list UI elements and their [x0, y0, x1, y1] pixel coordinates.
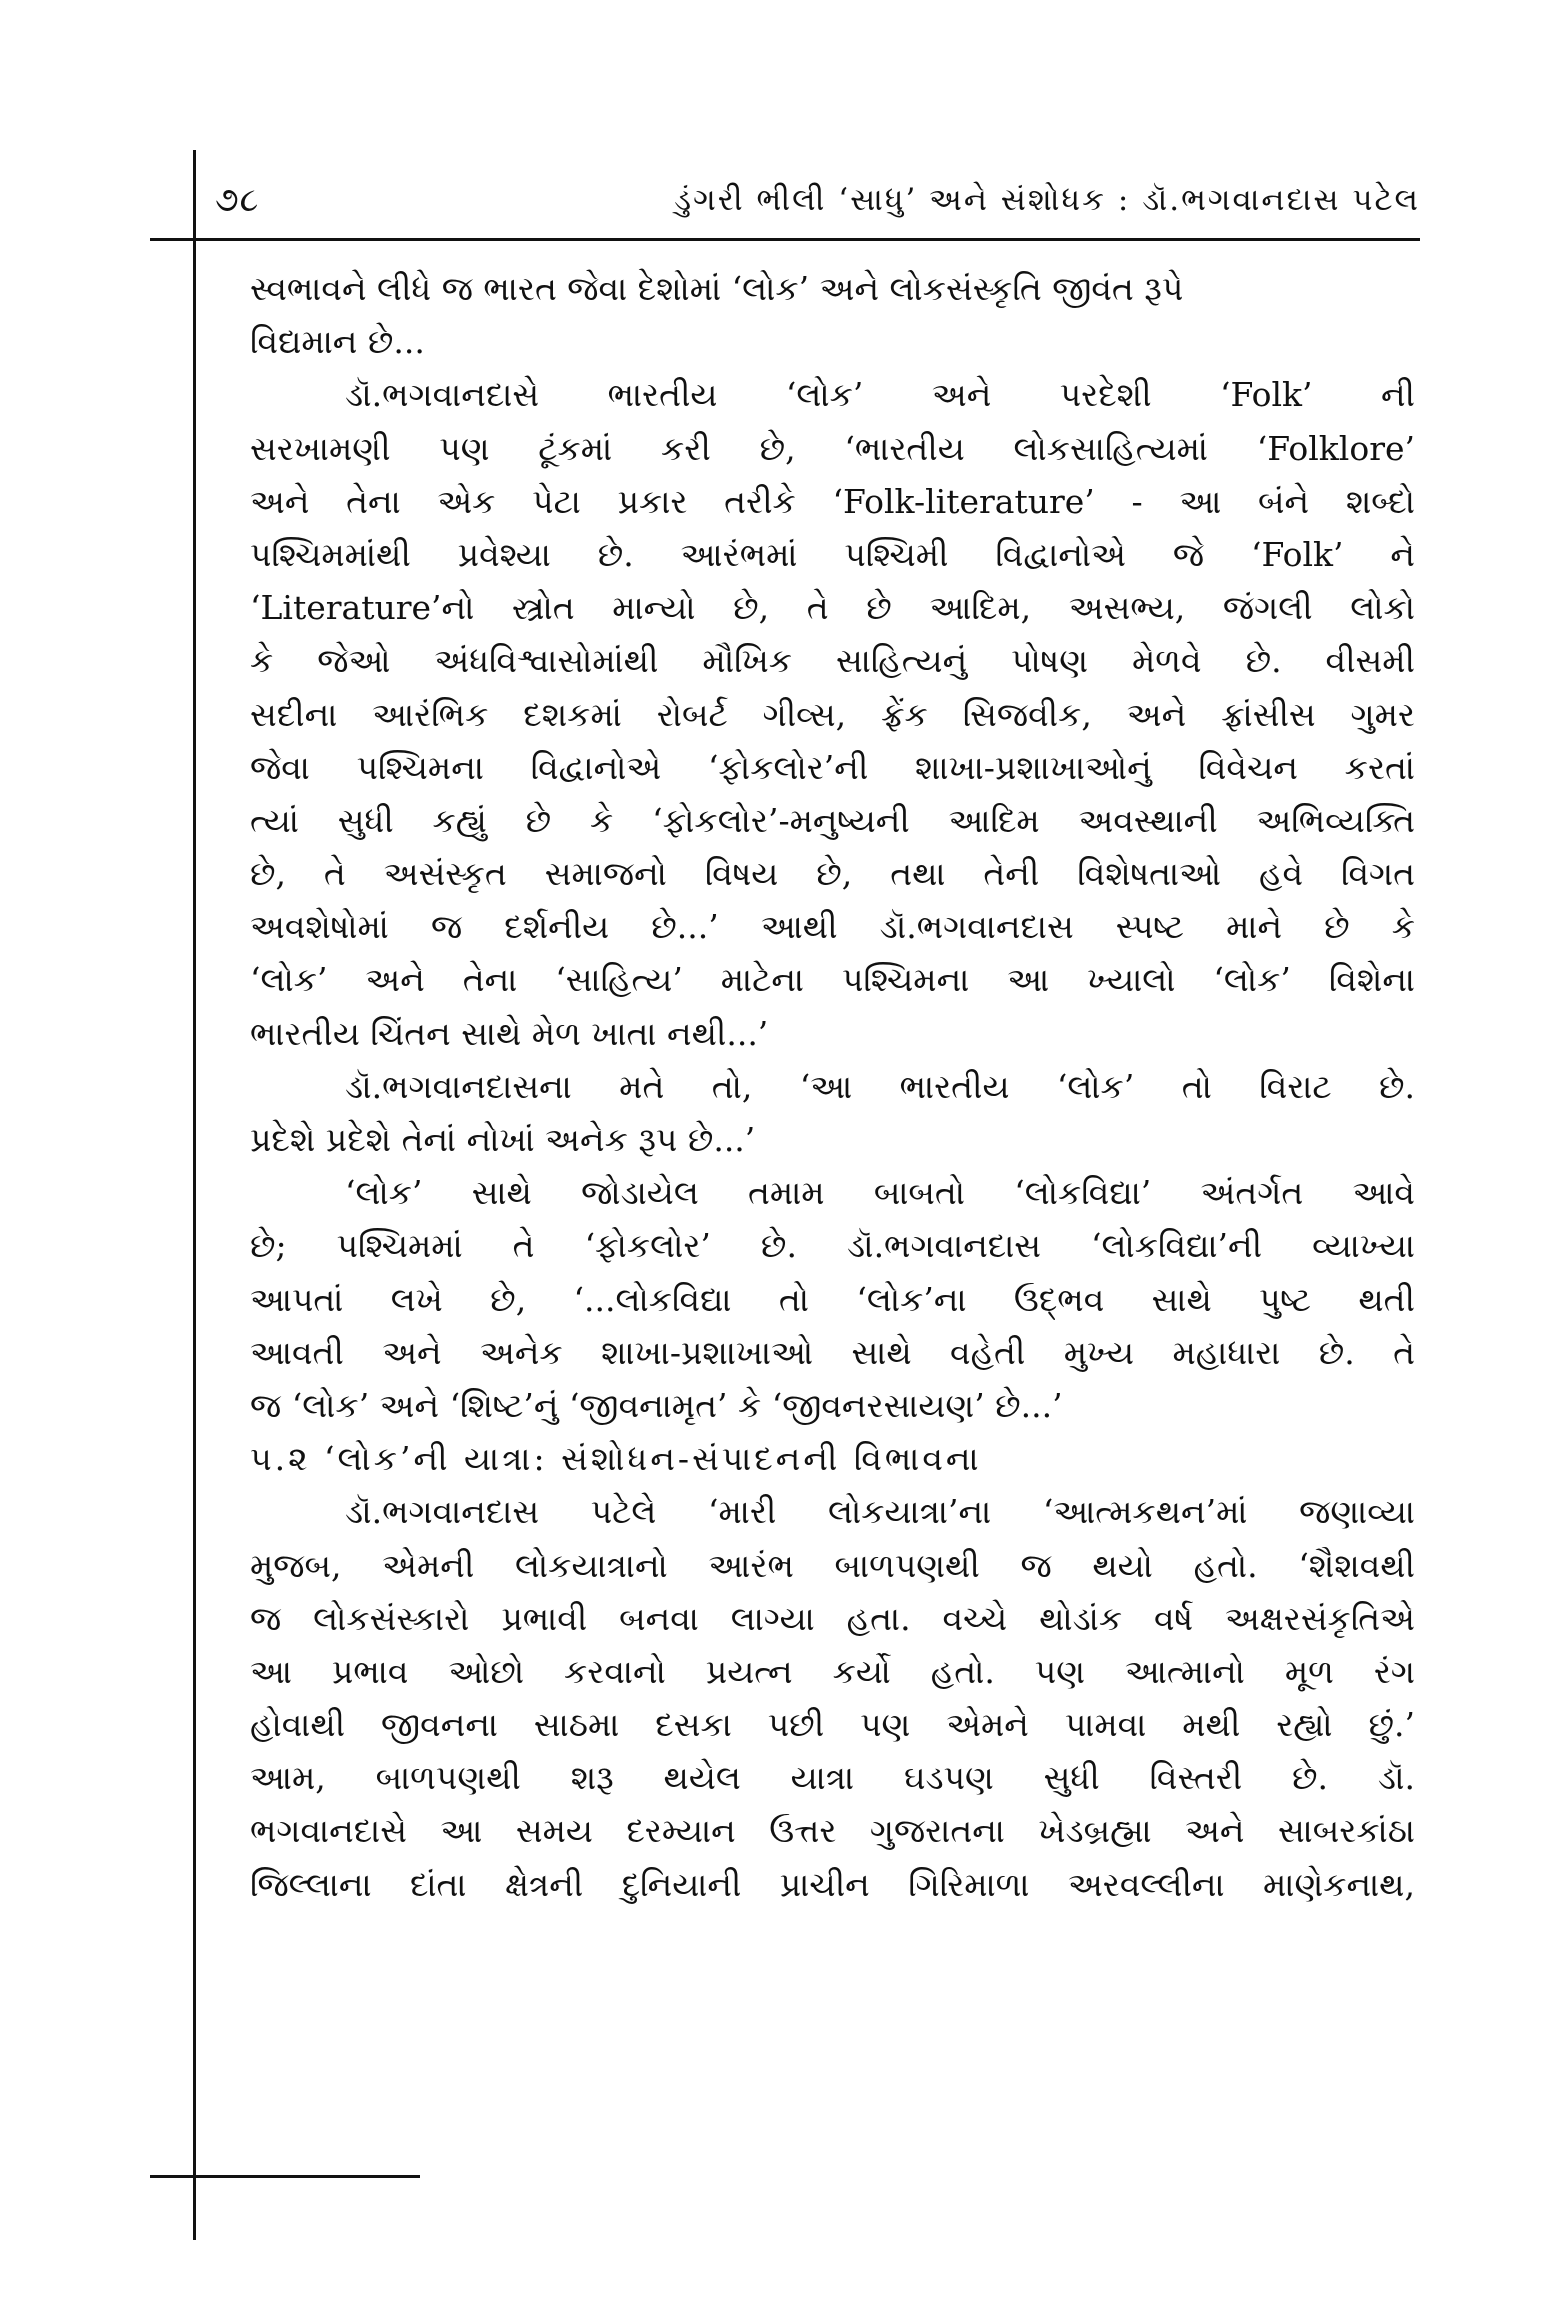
- text-line: પશ્ચિમમાંથી પ્રવેશ્યા છે. આરંભમાં પશ્ચિમી વિદ્વાનોએ જે ‘Folk’ ને: [250, 534, 1415, 574]
- footer-rule: [150, 2175, 420, 2178]
- text-line: ડૉ.ભગવાનદાસે ભારતીય ‘લોક’ અને પરદેશી ‘Folk’ ની: [345, 375, 1415, 415]
- text-line: ‘લોક’ અને તેના ‘સાહિત્ય’ માટેના પશ્ચિમના આ ખ્યાલો ‘લોક’ વિશેના: [250, 960, 1415, 1000]
- text-line: જ ‘લોક’ અને ‘શિષ્ટ’નું ‘જીવનામૃત’ કે ‘જીવનરસાયણ’ છે...’: [250, 1385, 1063, 1425]
- text-line: સદીના આરંભિક દશકમાં રોબર્ટ ગીવ્સ, ફ્રેંક સિજવીક, અને ફ્રાંસીસ ગુમર: [250, 694, 1415, 734]
- text-line: સરખામણી પણ ટૂંકમાં કરી છે, ‘ભારતીય લોકસાહિત્યમાં ‘Folklore’: [250, 428, 1415, 468]
- page-header: [215, 170, 1420, 230]
- text-line: ત્યાં સુધી કહ્યું છે કે ‘ફોકલોર’-મનુષ્યની આદિમ અવસ્થાની અભિવ્યક્તિ: [250, 800, 1415, 840]
- text-line: ડૉ.ભગવાનદાસ પટેલે ‘મારી લોકયાત્રા’ના ‘આત્મકથન’માં જણાવ્યા: [345, 1492, 1415, 1532]
- text-line: જ લોકસંસ્કારો પ્રભાવી બનવા લાગ્યા હતા. વચ્ચે થોડાંક વર્ષ અક્ષરસંકૃતિએ: [250, 1598, 1415, 1638]
- text-line: આવતી અને અનેક શાખા-પ્રશાખાઓ સાથે વહેતી મુખ્ય મહાધારા છે. તે: [250, 1332, 1415, 1372]
- text-line: છે; પશ્ચિમમાં તે ‘ફોકલોર’ છે. ડૉ.ભગવાનદાસ ‘લોકવિદ્યા’ની વ્યાખ્યા: [250, 1226, 1415, 1266]
- text-line: જેવા પશ્ચિમના વિદ્વાનોએ ‘ફોકલોર’ની શાખા-પ્રશાખાઓનું વિવેચન કરતાં: [250, 747, 1415, 787]
- text-line: અવશેષોમાં જ દર્શનીય છે...’ આથી ડૉ.ભગવાનદાસ સ્પષ્ટ માને છે કે: [250, 907, 1415, 947]
- running-title: ડુંગરી ભીલી ‘સાધુ’ અને સંશોધક : ડૉ.ભગવાનદાસ પટેલ: [674, 181, 1420, 218]
- body-text: [250, 262, 1415, 1911]
- section-heading: ૫.૨ ‘લોક’ની યાત્રા: સંશોધન-સંપાદનની વિભાવના: [250, 1439, 982, 1479]
- text-line: છે, તે અસંસ્કૃત સમાજનો વિષય છે, તથા તેની વિશેષતાઓ હવે વિગત: [250, 854, 1415, 894]
- page-number: ૭૮: [215, 180, 260, 220]
- text-line: જિલ્લાના દાંતા ક્ષેત્રની દુનિયાની પ્રાચીન ગિરિમાળા અરવલ્લીના માણેકનાથ,: [250, 1864, 1415, 1904]
- text-line: આપતાં લખે છે, ‘...લોકવિદ્યા તો ‘લોક’ના ઉદ્‌ભવ સાથે પુષ્ટ થતી: [250, 1279, 1415, 1319]
- text-line: અને તેના એક પેટા પ્રકાર તરીકે ‘Folk-literature’ - આ બંને શબ્દો: [250, 481, 1415, 521]
- text-line: ‘Literature’નો સ્ત્રોત માન્યો છે, તે છે આદિમ, અસભ્ય, જંગલી લોકો: [250, 588, 1415, 628]
- text-line: ‘લોક’ સાથે જોડાયેલ તમામ બાબતો ‘લોકવિદ્યા’ અંતર્ગત આવે: [345, 1173, 1415, 1213]
- text-line: ડૉ.ભગવાનદાસના મતે તો, ‘આ ભારતીય ‘લોક’ તો વિરાટ છે.: [345, 1066, 1415, 1106]
- text-line: સ્વભાવને લીધે જ ભારત જેવા દેશોમાં ‘લોક’ અને લોકસંસ્કૃતિ જીવંત રૂપે: [250, 269, 1184, 308]
- text-line: આ પ્રભાવ ઓછો કરવાનો પ્રયત્ન કર્યો હતો. પણ આત્માનો મૂળ રંગ: [250, 1651, 1415, 1691]
- text-line: ભારતીય ચિંતન સાથે મેળ ખાતા નથી...’: [250, 1013, 769, 1053]
- text-line: કે જેઓ અંધવિશ્વાસોમાંથી મૌખિક સાહિત્યનું પોષણ મેળવે છે. વીસમી: [250, 641, 1415, 681]
- text-line: ભગવાનદાસે આ સમય દરમ્યાન ઉત્તર ગુજરાતના ખેડબ્રહ્મા અને સાબરકાંઠા: [250, 1811, 1415, 1851]
- header-rule: [150, 238, 1420, 241]
- text-line: મુજબ, એમની લોકયાત્રાનો આરંભ બાળપણથી જ થયો હતો. ‘શૈશવથી: [250, 1545, 1415, 1585]
- margin-rule-vertical: [193, 150, 196, 2240]
- text-line: પ્રદેશે પ્રદેશે તેનાં નોખાં અનેક રૂપ છે...’: [250, 1120, 756, 1159]
- text-line: હોવાથી જીવનના સાઠમા દસકા પછી પણ એમને પામવા મથી રહ્યો છું.’: [250, 1705, 1415, 1745]
- text-line: આમ, બાળપણથી શરૂ થયેલ યાત્રા ઘડપણ સુધી વિસ્તરી છે. ડૉ.: [250, 1758, 1415, 1798]
- text-line: વિદ્યમાન છે...: [250, 322, 425, 362]
